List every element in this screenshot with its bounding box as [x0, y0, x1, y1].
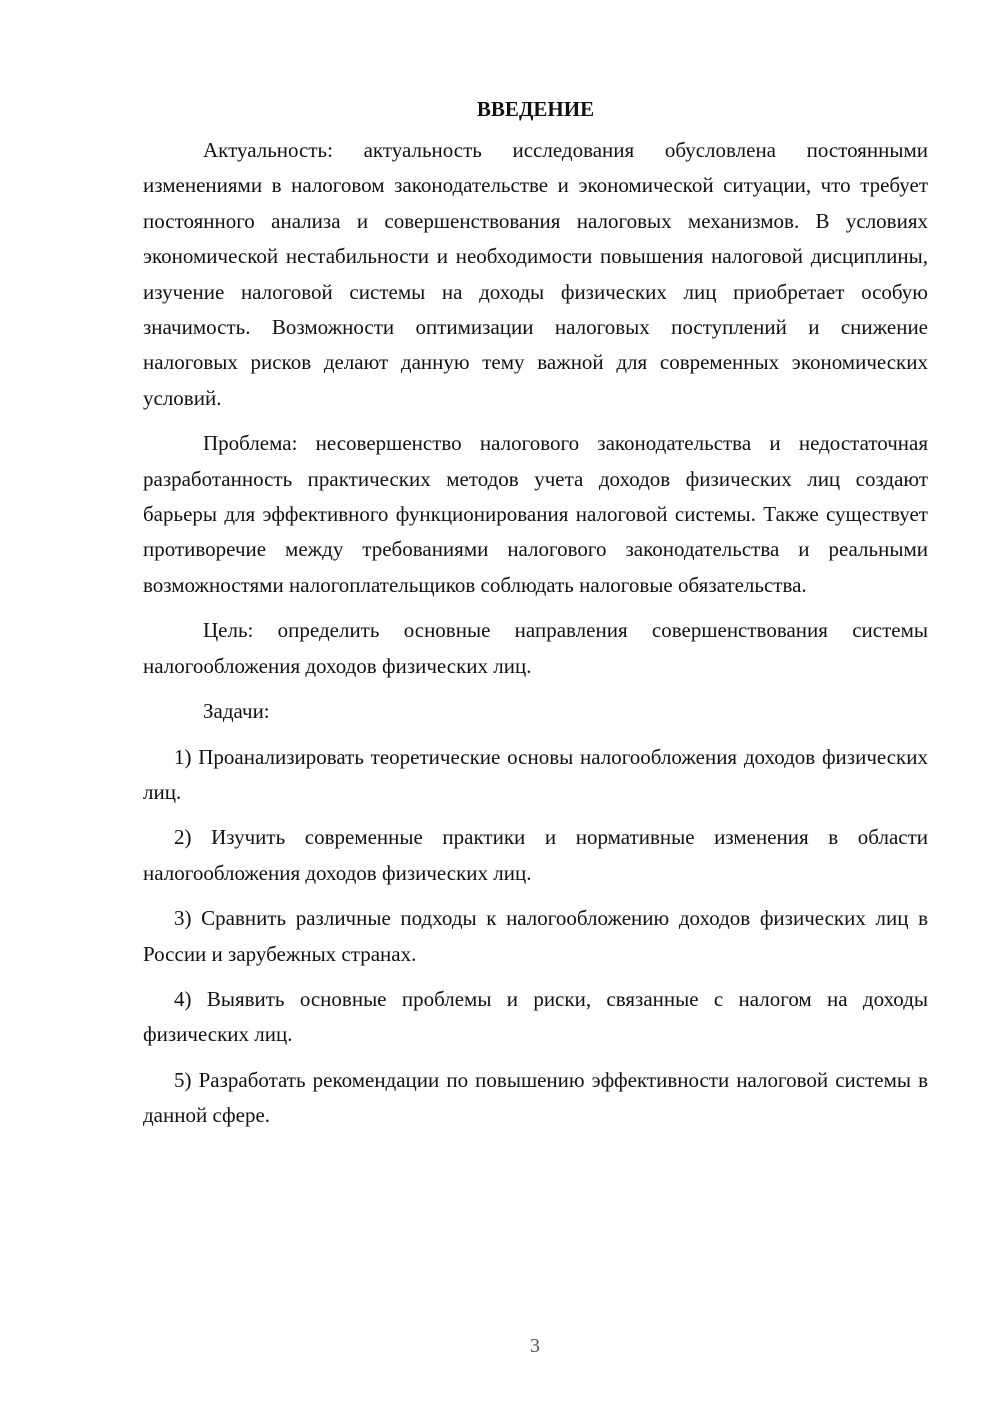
task-item-1: 1) Проанализировать теоретические основы налогообложения доходов физических лиц.	[143, 744, 928, 804]
page-content	[143, 92, 928, 1144]
task-item-5: 5) Разработать рекомендации по повышению эффективности налоговой системы в данной сфере.	[143, 1067, 928, 1128]
task-item-4: 4) Выявить основные проблемы и риски, связанные с налогом на доходы физических лиц.	[143, 986, 928, 1047]
section-heading: ВВЕДЕНИЕ	[476, 97, 595, 121]
relevance-paragraph: Актуальность: актуальность исследования обусловлена постоянными изменениями в налоговом законодательстве и экономической ситуации, что требует постоянного анализа и совершенствования налоговых механизмов. В условиях экономической нестабильности и необходимости повышения налоговой дисциплины, изучение налоговой системы на доходы физических лиц приобретает особую значимость. Возможности оптимизации налоговых поступлений и снижение налоговых рисков делают данную тему важной для современных экономических условий.	[143, 138, 928, 410]
problem-paragraph: Проблема: несовершенство налогового законодательства и недостаточная разработанность практических методов учета доходов физических лиц создают барьеры для эффективного функционирования налоговой системы. Также существует противоречие между требованиями налогового законодательства и реальными возможностями налогоплательщиков соблюдать налоговые обязательства.	[143, 431, 928, 597]
goal-paragraph: Цель: определить основные направления совершенствования системы налогообложения доходов физических лиц.	[143, 618, 928, 678]
page-number: 3	[530, 1335, 540, 1357]
tasks-label: Задачи:	[203, 699, 270, 724]
task-item-2: 2) Изучить современные практики и нормативные изменения в области налогообложения доходов физических лиц.	[143, 825, 928, 885]
task-item-3: 3) Сравнить различные подходы к налогообложению доходов физических лиц в России и зарубежных странах.	[143, 906, 928, 966]
